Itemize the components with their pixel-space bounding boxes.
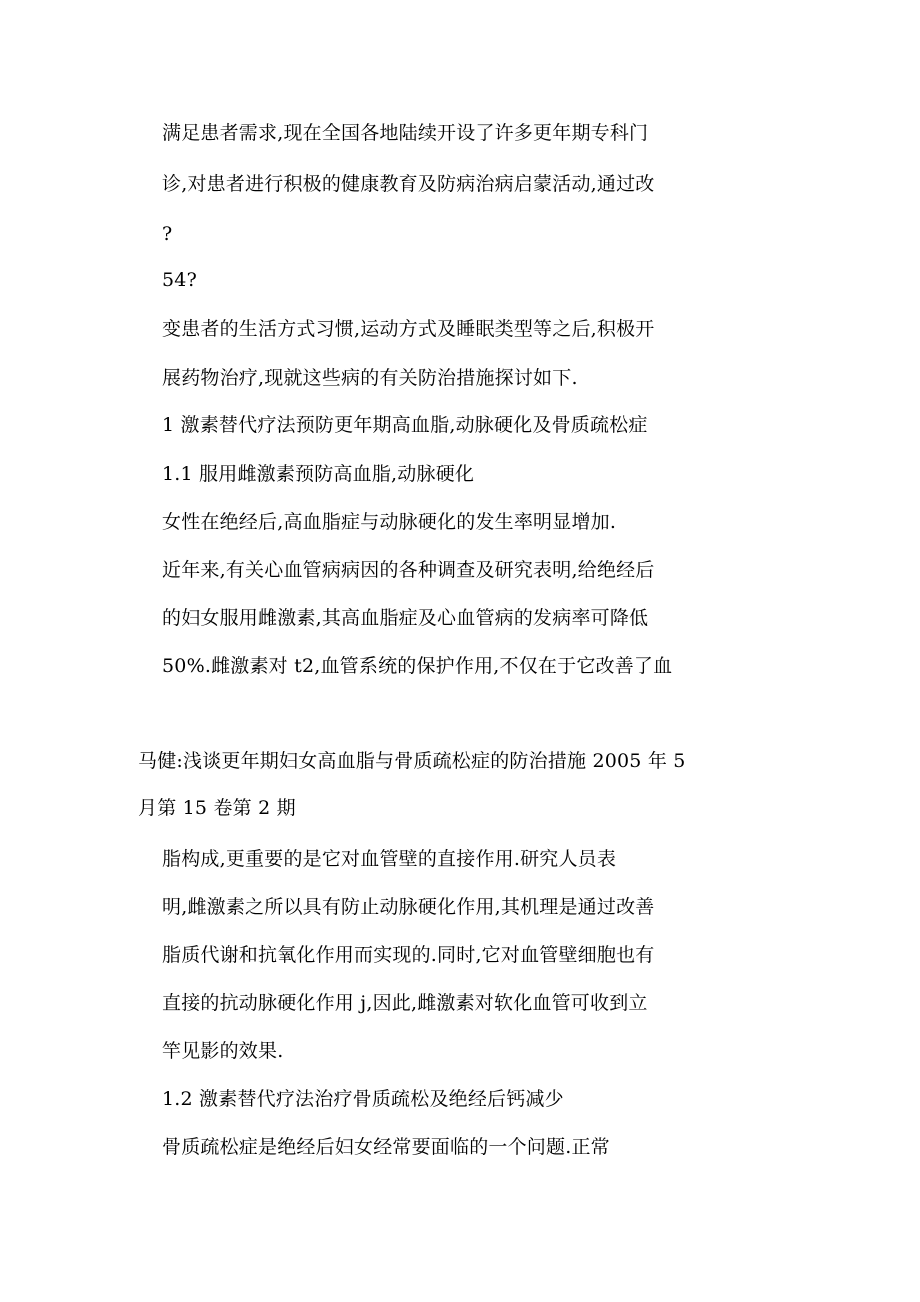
text-line: 脂质代谢和抗氧化作用而实现的.同时,它对血管壁细胞也有 — [162, 944, 655, 966]
text-line: 诊,对患者进行积极的健康教育及防病治病启蒙活动,通过改 — [162, 173, 655, 195]
running-header: 马健:浅谈更年期妇女高血脂与骨质疏松症的防治措施 2005 年 5 — [138, 750, 686, 772]
text-line: 展药物治疗,现就这些病的有关防治措施探讨如下. — [162, 367, 578, 389]
text-line: ? — [162, 223, 173, 245]
text-line: 骨质疏松症是绝经后妇女经常要面临的一个问题.正常 — [162, 1136, 610, 1158]
text-line: 直接的抗动脉硬化作用 j,因此,雌激素对软化血管可收到立 — [162, 992, 648, 1014]
subsection-heading: 1.1 服用雌激素预防高血脂,动脉硬化 — [162, 463, 475, 485]
subsection-heading: 1.2 激素替代疗法治疗骨质疏松及绝经后钙减少 — [162, 1088, 564, 1110]
text-line: 女性在绝经后,高血脂症与动脉硬化的发生率明显增加. — [162, 511, 617, 533]
text-line: 明,雌激素之所以具有防止动脉硬化作用,其机理是通过改善 — [162, 896, 655, 918]
running-header-continued: 月第 15 卷第 2 期 — [138, 797, 296, 819]
text-line: 近年来,有关心血管病病因的各种调查及研究表明,给绝经后 — [162, 559, 655, 581]
text-line: 54? — [162, 269, 197, 291]
text-line: 50%.雌激素对 t2,血管系统的保护作用,不仅在于它改善了血 — [162, 655, 673, 677]
text-line: 的妇女服用雌激素,其高血脂症及心血管病的发病率可降低 — [162, 607, 649, 629]
text-line: 脂构成,更重要的是它对血管壁的直接作用.研究人员表 — [162, 848, 617, 870]
text-line: 变患者的生活方式习惯,运动方式及睡眠类型等之后,积极开 — [162, 318, 655, 340]
text-line: 满足患者需求,现在全国各地陆续开设了许多更年期专科门 — [162, 122, 649, 144]
section-heading: 1 激素替代疗法预防更年期高血脂,动脉硬化及骨质疏松症 — [162, 414, 648, 436]
text-line: 竿见影的效果. — [162, 1040, 284, 1062]
